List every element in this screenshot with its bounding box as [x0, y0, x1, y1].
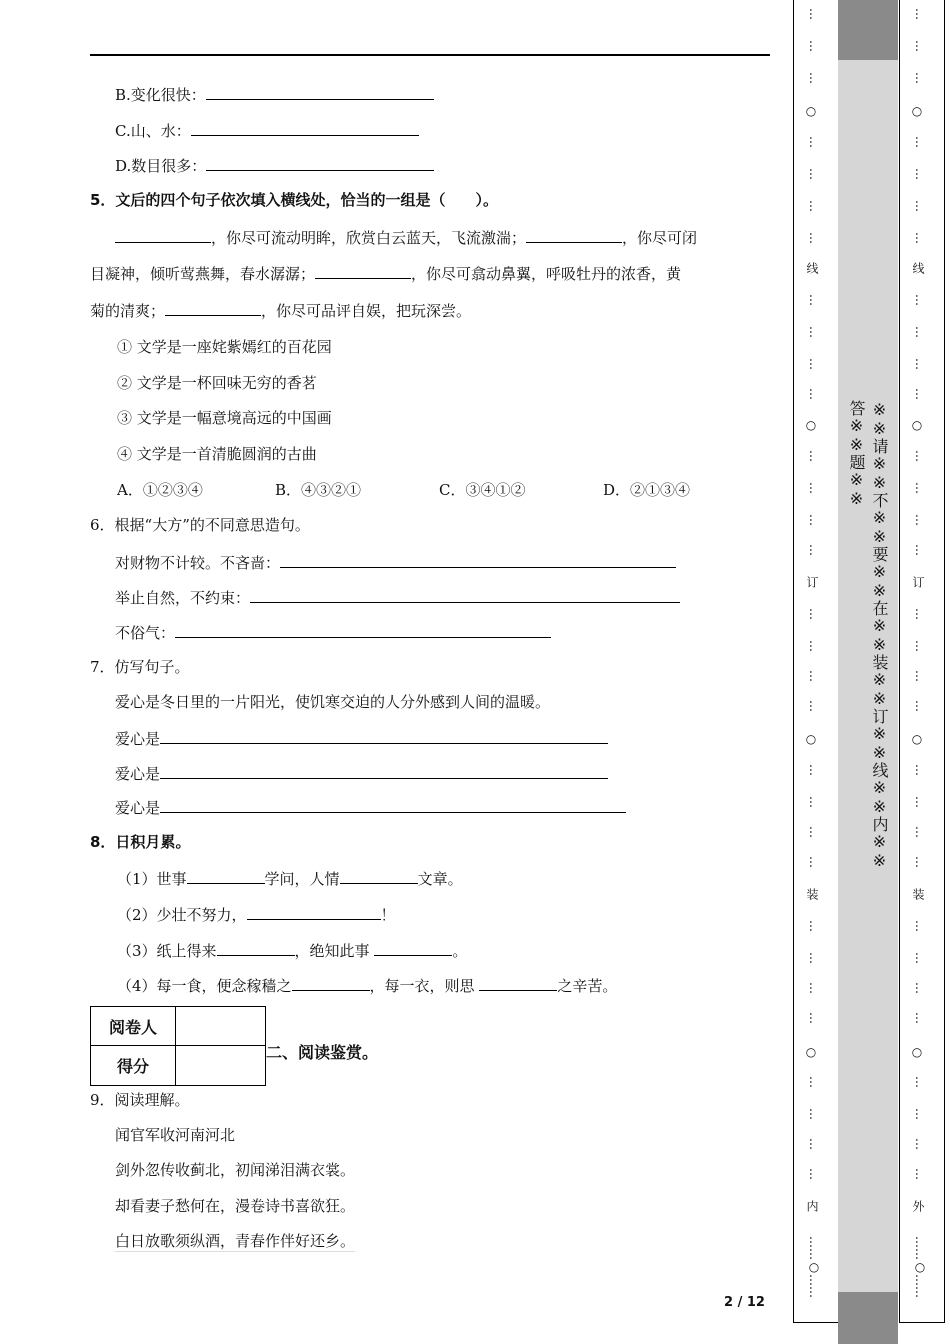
answer-blank[interactable]: [187, 868, 265, 884]
q4-option-c: C.山、水：: [115, 120, 419, 141]
answer-blank[interactable]: [115, 227, 211, 243]
binding-mark-bind: 装: [911, 888, 925, 900]
dots: …: [807, 450, 821, 462]
dots: …: [807, 168, 821, 180]
dots: …: [913, 1168, 927, 1180]
binding-strip-top: [838, 0, 898, 60]
dots: …: [913, 136, 927, 148]
q5-choice-c[interactable]: C．③④①②: [439, 481, 526, 499]
poem-line-2: 却看妻子愁何在，漫卷诗书喜欲狂。: [115, 1197, 356, 1215]
answer-blank[interactable]: [292, 975, 370, 991]
dots: …: [807, 1076, 821, 1088]
dots: …: [913, 482, 927, 494]
dots: …: [913, 8, 927, 20]
dots: …: [913, 1108, 927, 1120]
circle-mark: ○: [911, 104, 923, 118]
page-number: 2 / 12: [724, 1295, 765, 1310]
dots: …: [807, 1168, 821, 1180]
dots: …: [807, 514, 821, 526]
dots: …: [913, 1138, 927, 1150]
answer-blank[interactable]: [280, 552, 676, 568]
dots: …: [807, 796, 821, 808]
dots: …: [807, 670, 821, 682]
dots: …: [807, 856, 821, 868]
answer-blank[interactable]: [315, 263, 411, 279]
header-rule: [90, 54, 770, 56]
circle-mark: ○: [805, 732, 817, 746]
dots: …: [913, 796, 927, 808]
binding-marks-right: [907, 0, 927, 1320]
dots: …: [913, 982, 927, 994]
reviewer-label: 阅卷人: [91, 1007, 176, 1046]
dots: …: [807, 388, 821, 400]
answer-blank[interactable]: [160, 728, 608, 744]
binding-warning: ※※请※※不※※要※※在※※装※※订※※线※※内※※答※※题※※: [847, 400, 889, 870]
dots: …: [807, 200, 821, 212]
reviewer-field[interactable]: [176, 1007, 265, 1046]
bottom-dots: ……○……: [913, 1236, 927, 1298]
dots: …: [913, 200, 927, 212]
dots: …: [913, 72, 927, 84]
dots: …: [807, 764, 821, 776]
dots: …: [807, 482, 821, 494]
question-5: 5．文后的四个句子依次填入横线处，恰当的一组是（ ）。: [90, 191, 498, 209]
answer-blank[interactable]: [160, 797, 626, 813]
dots: …: [807, 358, 821, 370]
dots: …: [913, 700, 927, 712]
q5-choice-a[interactable]: A．①②③④: [117, 481, 203, 499]
binding-mark-outer: 外: [911, 1200, 925, 1212]
q6-line-c: 不俗气：: [115, 622, 551, 643]
q8-item-3: （3）纸上得来 ，绝知此事 。: [117, 942, 468, 960]
circle-mark: ○: [805, 418, 817, 432]
dots: …: [807, 1138, 821, 1150]
binding-mark-bind: 装: [805, 888, 819, 900]
answer-blank[interactable]: [479, 975, 557, 991]
answer-blank[interactable]: [206, 155, 434, 171]
dots: …: [913, 920, 927, 932]
circle-mark: ○: [911, 1045, 923, 1059]
dots: …: [807, 136, 821, 148]
q6-line-a: 对财物不计较。不吝啬：: [115, 552, 676, 573]
dots: …: [913, 1012, 927, 1024]
dots: …: [807, 700, 821, 712]
dots: …: [807, 232, 821, 244]
dots: …: [807, 982, 821, 994]
dots: …: [807, 72, 821, 84]
answer-blank[interactable]: [165, 300, 261, 316]
q8-item-4: （4）每一食，便念稼穑之 ，每一衣，则思 之辛苦。: [117, 977, 618, 995]
dots: …: [807, 544, 821, 556]
dots: …: [913, 358, 927, 370]
dots: …: [913, 608, 927, 620]
q7-line-1: 爱心是: [115, 728, 608, 749]
q5-sentence-2: ② 文学是一杯回味无穷的香茗: [117, 374, 317, 392]
q5-sentence-4: ④ 文学是一首清脆圆润的古曲: [117, 445, 317, 463]
binding-marks-left: [801, 0, 821, 1320]
q4-option-d: D.数目很多：: [115, 155, 434, 176]
q7-line-3: 爱心是: [115, 797, 626, 818]
score-field[interactable]: [176, 1046, 265, 1085]
binding-strip-bottom: [838, 1292, 898, 1344]
dots: …: [807, 608, 821, 620]
dots: …: [913, 764, 927, 776]
answer-blank[interactable]: [247, 904, 381, 920]
dots: …: [913, 326, 927, 338]
dots: …: [807, 826, 821, 838]
q5-sentence-1: ① 文学是一座姹紫嫣红的百花园: [117, 338, 332, 356]
answer-blank[interactable]: [217, 940, 295, 956]
question-6: 6．根据“大方”的不同意思造句。: [90, 516, 310, 534]
q5-sentence-3: ③ 文学是一幅意境高远的中国画: [117, 409, 332, 427]
dots: …: [913, 670, 927, 682]
binding-mark-inner: 内: [805, 1200, 819, 1212]
circle-mark: ○: [805, 1045, 817, 1059]
answer-blank[interactable]: [191, 120, 419, 136]
q5-passage-line: ，你尽可流动明眸，欣赏白云蓝天，飞流激湍； ，你尽可闭: [115, 227, 697, 248]
answer-blank[interactable]: [374, 940, 452, 956]
dots: …: [807, 952, 821, 964]
dots: …: [807, 294, 821, 306]
circle-mark: ○: [911, 418, 923, 432]
score-label: 得分: [91, 1046, 176, 1085]
circle-mark: ○: [805, 104, 817, 118]
answer-blank[interactable]: [340, 868, 418, 884]
q5-passage-line: 目凝神，倾听莺燕舞，春水潺潺； ，你尽可翕动鼻翼，呼吸牡丹的浓香，黄: [90, 265, 682, 283]
dots: …: [913, 232, 927, 244]
circle-mark: ○: [911, 732, 923, 746]
poem-line-3: 白日放歌须纵酒，青春作伴好还乡。: [115, 1232, 356, 1250]
dots: …: [807, 1012, 821, 1024]
dots: …: [807, 8, 821, 20]
binding-mark-line: 线: [805, 262, 819, 274]
dots: …: [807, 920, 821, 932]
dots: …: [913, 40, 927, 52]
dots: …: [913, 952, 927, 964]
q5-choice-d[interactable]: D．②①③④: [603, 481, 691, 499]
dots: …: [913, 294, 927, 306]
question-7: 7．仿写句子。: [90, 658, 190, 676]
q5-choice-b[interactable]: B．④③②①: [275, 481, 362, 499]
score-table: [90, 1006, 266, 1086]
q5-passage-line: 菊的清爽； ，你尽可品评自娱，把玩深尝。: [90, 302, 472, 320]
dots: …: [807, 1108, 821, 1120]
q6-line-b: 举止自然，不约束：: [115, 587, 680, 608]
answer-blank[interactable]: [526, 227, 622, 243]
q7-line-2: 爱心是: [115, 763, 608, 784]
question-8: 8．日积月累。: [90, 833, 191, 851]
answer-blank[interactable]: [206, 84, 434, 100]
question-9: 9．阅读理解。: [90, 1091, 190, 1109]
dots: …: [913, 1076, 927, 1088]
binding-mark-staple: 订: [805, 576, 819, 588]
bottom-dots: ……○……: [807, 1236, 821, 1298]
q8-item-1: （1）世事 学问，人情 文章。: [117, 870, 463, 888]
q7-example: 爱心是冬日里的一片阳光，使饥寒交迫的人分外感到人间的温暖。: [115, 693, 551, 711]
q8-item-2: （2）少壮不努力， ！: [117, 906, 396, 924]
dots: …: [913, 640, 927, 652]
dots: …: [807, 326, 821, 338]
binding-mark-line: 线: [911, 262, 925, 274]
dots: …: [807, 40, 821, 52]
section-title: 二、阅读鉴赏。: [266, 1043, 379, 1062]
answer-blank[interactable]: [160, 763, 608, 779]
dots: …: [807, 640, 821, 652]
dots: …: [913, 450, 927, 462]
dots: …: [913, 514, 927, 526]
dots: …: [913, 826, 927, 838]
dots: …: [913, 168, 927, 180]
binding-mark-staple: 订: [911, 576, 925, 588]
dots: …: [913, 544, 927, 556]
dots: …: [913, 388, 927, 400]
answer-blank[interactable]: [250, 587, 680, 603]
q4-option-b: B.变化很快：: [115, 84, 434, 105]
poem-title: 闻官军收河南河北: [115, 1126, 236, 1144]
answer-blank[interactable]: [175, 622, 551, 638]
poem-line-1: 剑外忽传收蓟北，初闻涕泪满衣裳。: [115, 1161, 356, 1179]
dots: …: [913, 856, 927, 868]
